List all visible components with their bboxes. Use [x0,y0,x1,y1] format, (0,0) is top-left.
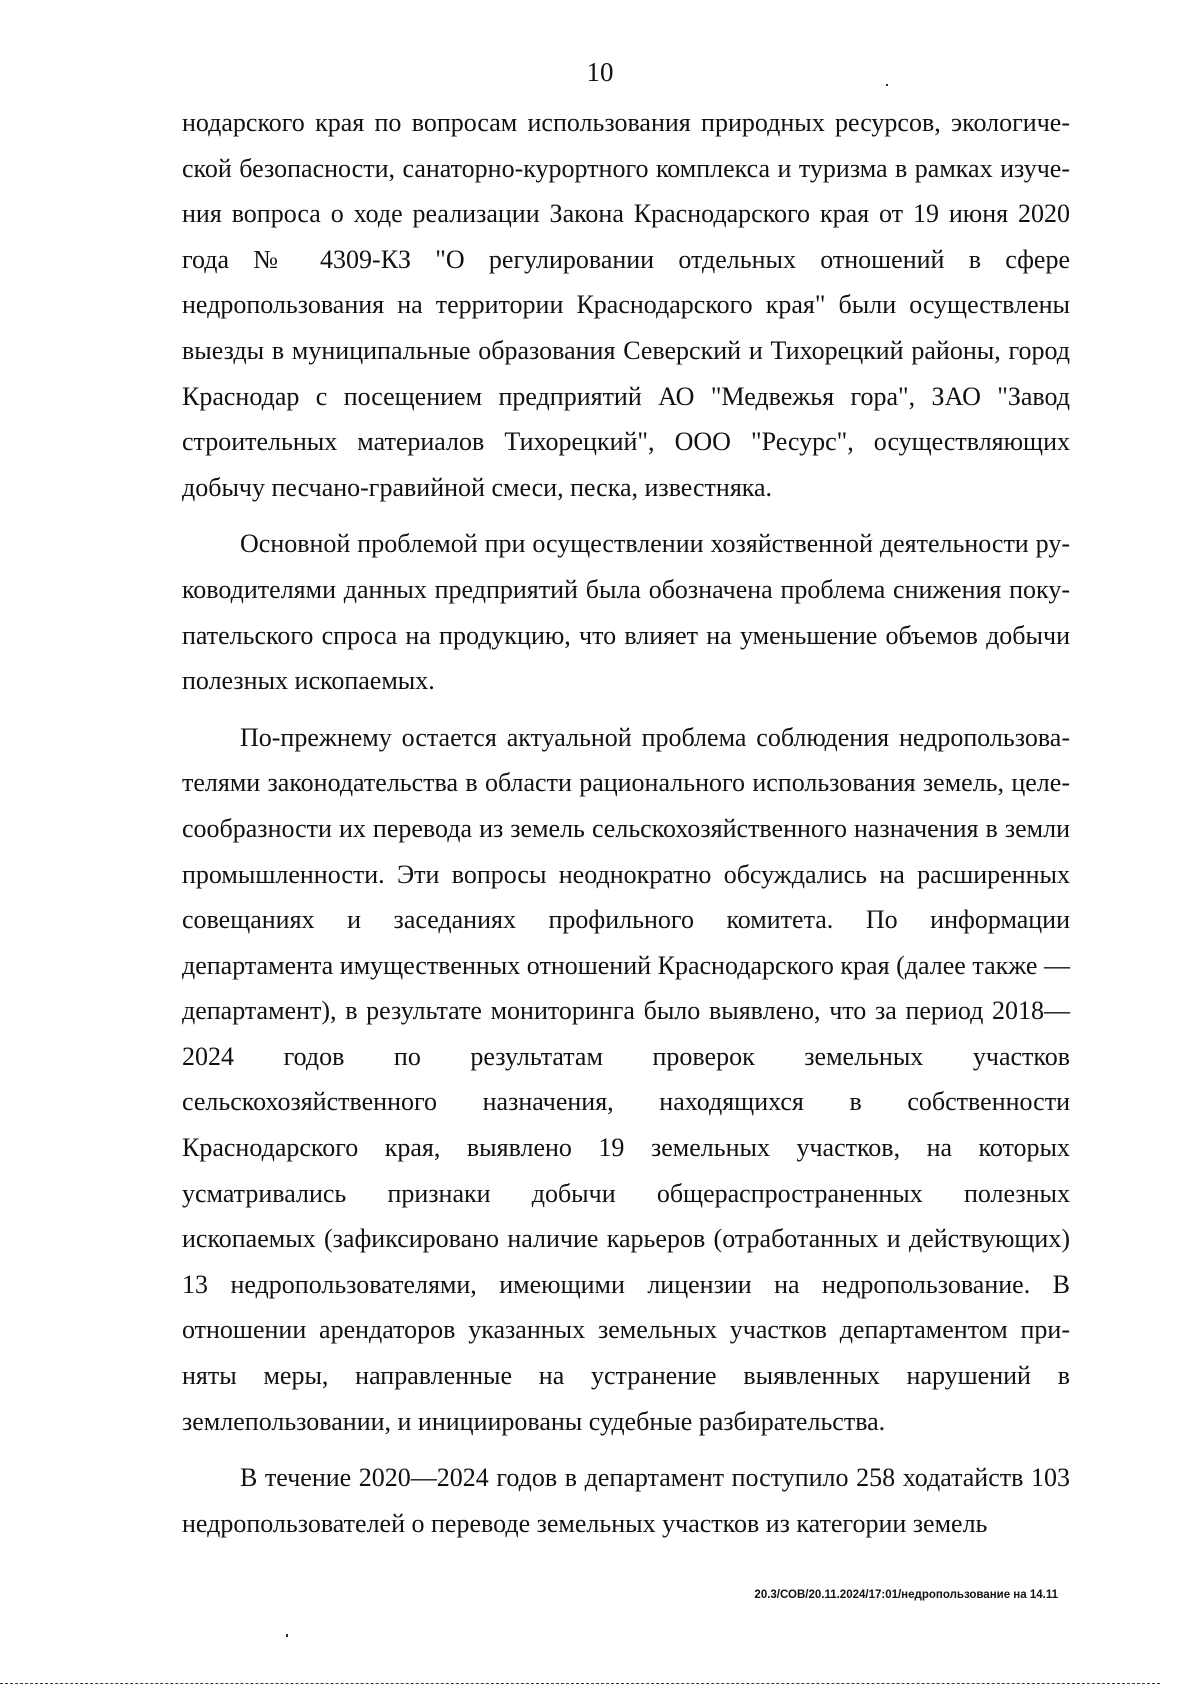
paragraph: По-прежнему остается актуальной проблема соблюдения недропользователями законодательства в области рационального использования земель, целесообразности их перевода из земель сельскохозяйственного назначения в земли промышленности. Эти вопросы неоднократно обсуждались на расширенных совещаниях и заседаниях профильного комитета. По информации департамента имущественных отношений Краснодарского края (далее также — департамент), в результате мониторинга было выявлено, что за период 2018—2024 годов по результатам проверок земельных участков сельскохозяйственного назначения, находящихся в собственности Краснодарского края, выявлено 19 земельных участков, на которых усматривались признаки добычи общераспространенных полезных ископаемых (зафиксировано наличие карьеров (отработанных и действующих) 13 недропользователями, имеющими лицензии на недропользование. В отношении арендаторов указанных земельных участков департаментом приняты меры, направленные на устранение выявленных нарушений в землепользовании, и инициированы судебные разбирательства. [182,722,1070,1436]
paragraph-continued: нодарского края по вопросам использования природных ресурсов, экологической безопасности, санаторно-курортного комплекса и туризма в рамках изучения вопроса о ходе реализации Закона Краснодарского края от 19 июня 2020 года № 4309-КЗ "О регулировании отдельных отношений в сфере недропользования на территории Краснодарского края" были осуществлены выезды в муниципальные образования Северский и Тихорецкий районы, город Краснодар с посещением предприятий АО "Медвежья гора", ЗАО "Завод строительных материалов Тихорецкий", ООО "Ресурс", осуществляющих добычу песчано-гравийной смеси, песка, известняка. [182,108,1070,502]
document-body [182,100,1070,1546]
scan-edge-line [0,1683,1160,1684]
footer-document-code: 20.3/СОВ/20.11.2024/17:01/недропользование на 14.11 [754,1589,1058,1601]
paragraph: В течение 2020—2024 годов в департамент поступило 258 ходатайств 103 недропользователей о переводе земельных участков из категории земель [182,1463,1070,1538]
scan-speck [286,1634,288,1637]
page-number: 10 [586,57,614,87]
paragraph: Основной проблемой при осуществлении хозяйственной деятельности руководителями данных предприятий была обозначена проблема снижения покупательского спроса на продукцию, что влияет на уменьшение объемов добычи полезных ископаемых. [182,529,1070,696]
scan-speck [886,84,888,86]
